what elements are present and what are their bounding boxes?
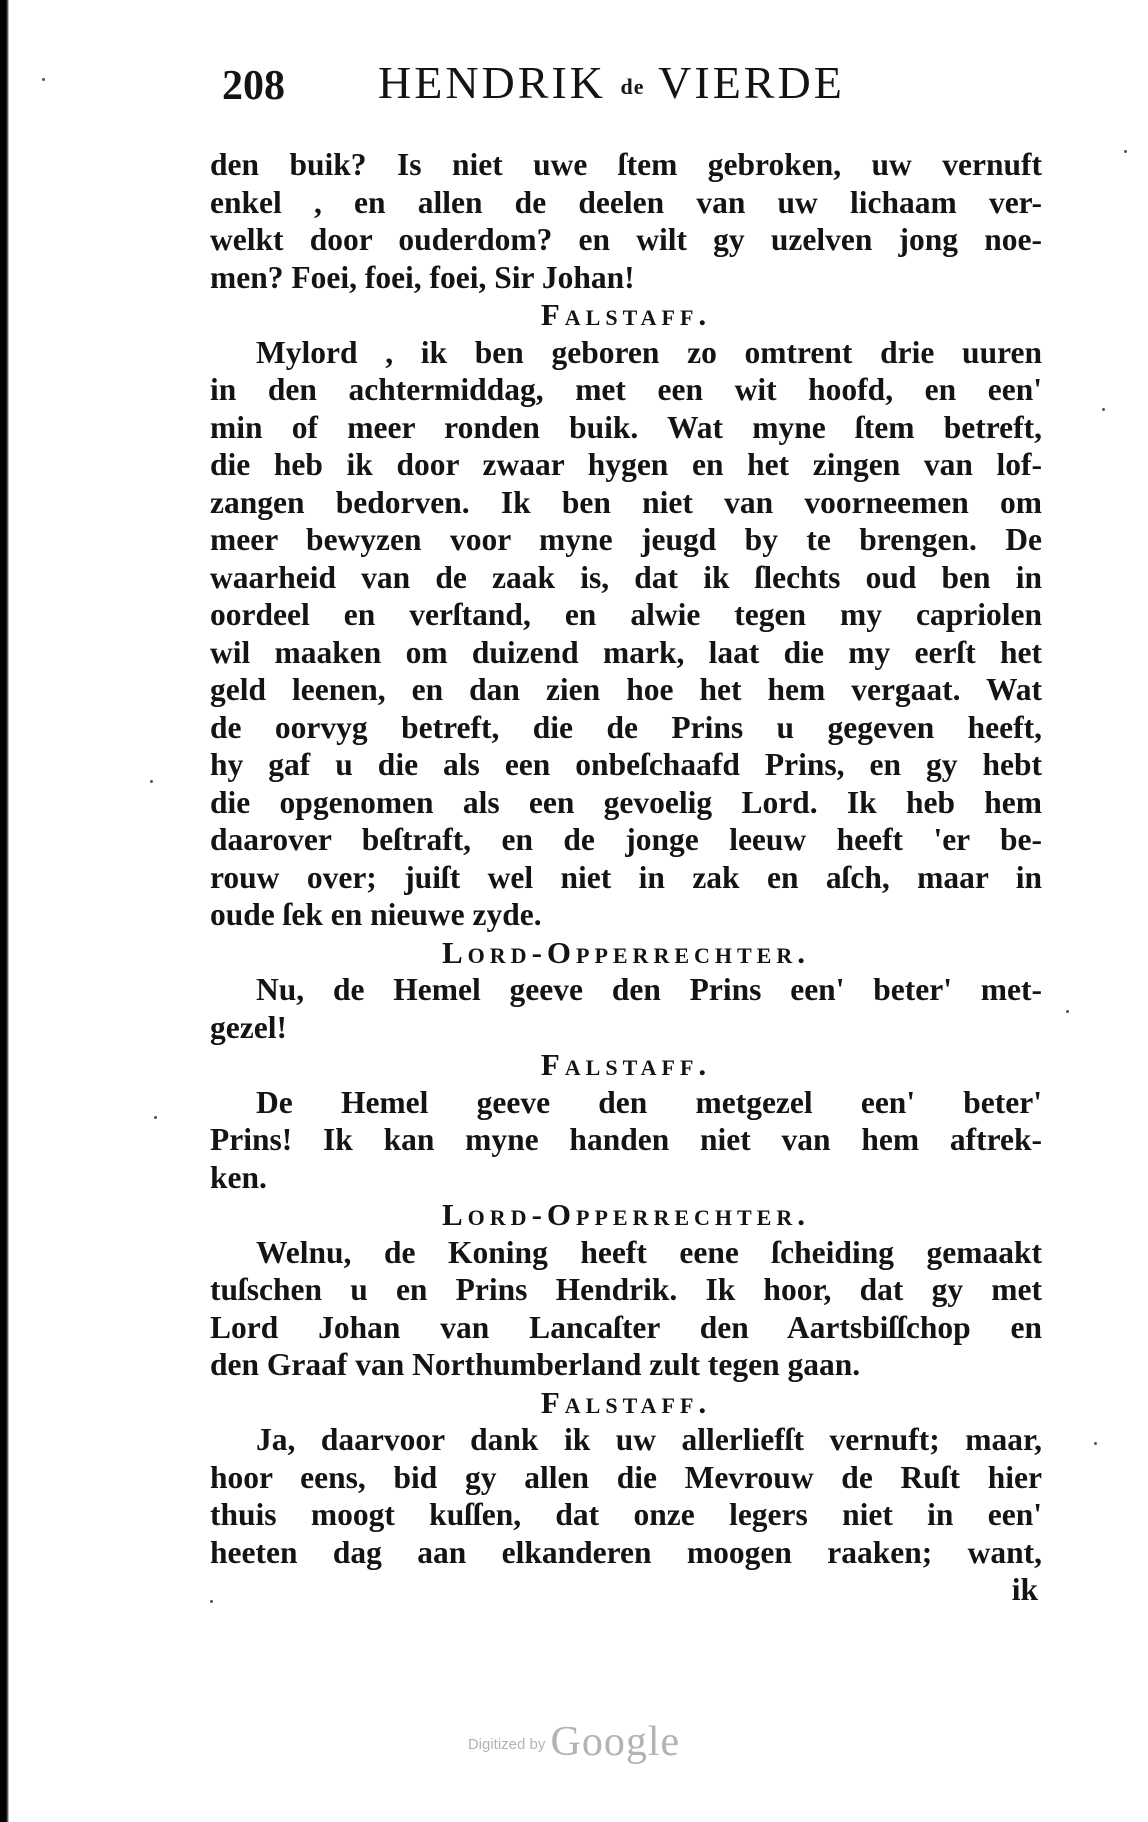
text-line: zangen bedorven. Ik ben niet van voorneemen om xyxy=(210,484,1042,520)
text-line: Mylord , ik ben geboren zo omtrent drie uuren xyxy=(256,334,1042,370)
watermark-prefix: Digitized by xyxy=(467,1736,546,1753)
page-body xyxy=(210,146,1042,1609)
text-line: thuis moogt kuſſen, dat onze legers niet in een' xyxy=(210,1497,1042,1532)
text-line: waarheid van de zaak is, dat ik ſlechts oud ben in xyxy=(210,559,1042,595)
scan-speck xyxy=(150,780,153,783)
catchword: ik xyxy=(1011,1572,1038,1607)
text-line: die heb ik door zwaar hygen en het zingen van lof- xyxy=(210,447,1042,482)
text-line: De Hemel geeve den metgezel een' beter' xyxy=(256,1084,1042,1120)
text-line: in den achtermiddag, met een wit hoofd, en een' xyxy=(210,372,1042,407)
scan-speck xyxy=(1124,150,1127,153)
text-line: men? Foei, foei, foei, Sir Johan! xyxy=(210,259,635,295)
text-line: meer bewyzen voor myne jeugd by te brengen. De xyxy=(210,522,1042,557)
speaker-heading: Falstaff. xyxy=(540,297,712,332)
watermark-brand: Google xyxy=(550,1719,681,1765)
text-line: oordeel en verſtand, en alwie tegen my capriolen xyxy=(210,597,1042,632)
text-line: rouw over; juiſt wel niet in zak en aſch, maar in xyxy=(210,859,1042,895)
page-number: 208 xyxy=(222,63,285,109)
text-line: oude ſek en nieuwe zyde. xyxy=(210,897,542,932)
speaker-heading: Falstaff. xyxy=(540,1384,712,1420)
running-title-part1: HENDRIK xyxy=(378,57,606,108)
text-line: daarover beſtraft, en de jonge leeuw heeft 'er be- xyxy=(210,822,1042,857)
text-line: min of meer ronden buik. Wat myne ſtem betreft, xyxy=(210,409,1042,445)
text-line: gezel! xyxy=(210,1009,287,1045)
text-line: die opgenomen als een gevoelig Lord. Ik heb hem xyxy=(210,784,1042,820)
text-line: hoor eens, bid gy allen die Mevrouw de Ruſt hier xyxy=(210,1459,1042,1495)
text-line: den Graaf van Northumberland zult tegen gaan. xyxy=(210,1347,861,1382)
text-line: heeten dag aan elkanderen moogen raaken; want, xyxy=(210,1534,1042,1570)
text-line: Nu, de Hemel geeve den Prins een' beter' met- xyxy=(256,972,1042,1007)
text-line: Welnu, de Koning heeft eene ſcheiding gemaakt xyxy=(256,1234,1042,1270)
scan-speck xyxy=(1094,1442,1097,1445)
text-line: welkt door ouderdom? en wilt gy uzelven jong noe- xyxy=(210,222,1042,257)
scan-speck xyxy=(1066,1010,1069,1013)
page-header xyxy=(222,56,902,112)
scan-speck xyxy=(210,1600,213,1603)
text-line: Prins! Ik kan myne handen niet van hem aftrek- xyxy=(210,1122,1042,1157)
text-line: Lord Johan van Lancaſter den Aartsbiſſchop en xyxy=(210,1309,1042,1345)
scan-speck xyxy=(1102,408,1105,411)
scan-speck xyxy=(42,78,45,81)
text-line: geld leenen, en dan zien hoe het hem vergaat. Wat xyxy=(210,672,1042,707)
digitization-watermark xyxy=(0,1718,1148,1766)
scan-speck xyxy=(154,1116,157,1119)
text-line: ken. xyxy=(210,1159,267,1195)
speaker-heading: Lord-Opperrechter. xyxy=(442,934,810,970)
running-title-part2: de xyxy=(620,74,645,99)
running-title-part3: VIERDE xyxy=(658,57,845,108)
text-line: Ja, daarvoor dank ik uw allerliefſt vernuft; maar, xyxy=(256,1422,1042,1457)
speaker-heading: Falstaff. xyxy=(540,1047,712,1082)
text-line: tuſschen u en Prins Hendrik. Ik hoor, dat gy met xyxy=(210,1272,1042,1307)
page-edge-shadow xyxy=(0,0,9,1822)
running-title xyxy=(378,56,845,109)
text-line: hy gaf u die als een onbeſchaafd Prins, en gy hebt xyxy=(210,747,1042,782)
text-line: wil maaken om duizend mark, laat die my eerſt het xyxy=(210,634,1042,670)
text-line: enkel , en allen de deelen van uw lichaam ver- xyxy=(210,184,1042,220)
text-line: de oorvyg betreft, die de Prins u gegeven heeft, xyxy=(210,709,1042,745)
speaker-heading: Lord-Opperrechter. xyxy=(442,1197,810,1232)
text-line: den buik? Is niet uwe ſtem gebroken, uw vernuft xyxy=(210,147,1042,182)
